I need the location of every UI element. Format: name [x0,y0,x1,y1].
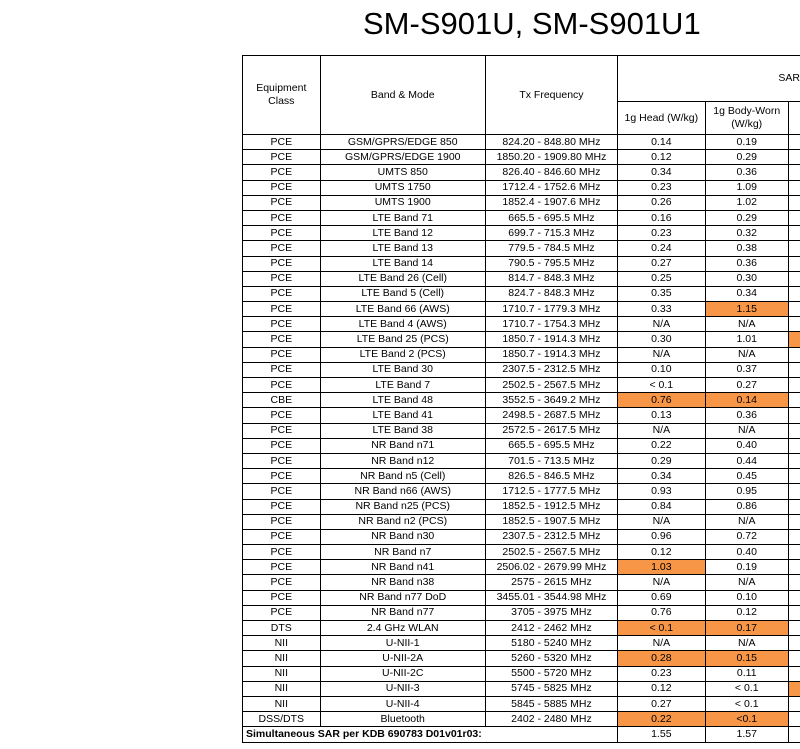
equipment-class-cell: PCE [243,514,321,529]
edge-sar-cell [788,347,800,362]
equipment-class-cell: PCE [243,195,321,210]
tx-frequency-cell: 3455.01 - 3544.98 MHz [485,590,617,605]
head-sar-cell: N/A [618,347,706,362]
edge-sar-cell [788,514,800,529]
table-row [243,575,800,590]
table-row [243,514,800,529]
equipment-class-cell: PCE [243,438,321,453]
edge-sar-cell [788,666,800,681]
equipment-class-cell: PCE [243,302,321,317]
table-body [243,135,800,743]
equipment-class-cell: NII [243,696,321,711]
band-mode-cell: NR Band n77 [320,605,485,620]
header-sar [618,56,800,102]
body-sar-cell: 0.30 [705,271,788,286]
head-sar-cell: 0.69 [618,590,706,605]
equipment-class-cell: PCE [243,135,321,150]
tx-frequency-cell: 5180 - 5240 MHz [485,636,617,651]
body-sar-cell: N/A [705,575,788,590]
table-row [243,378,800,393]
equipment-class-cell: PCE [243,575,321,590]
edge-sar-cell [788,727,800,742]
head-sar-cell: < 0.1 [618,378,706,393]
table-row [243,666,800,681]
tx-frequency-cell: 2506.02 - 2679.99 MHz [485,560,617,575]
body-sar-cell: 0.38 [705,241,788,256]
head-sar-cell: 0.93 [618,484,706,499]
head-sar-cell: 0.24 [618,241,706,256]
equipment-class-cell: PCE [243,226,321,241]
band-mode-cell: NR Band n77 DoD [320,590,485,605]
band-mode-cell: GSM/GPRS/EDGE 1900 [320,150,485,165]
head-sar-cell: 0.27 [618,256,706,271]
tx-frequency-cell: 2412 - 2462 MHz [485,621,617,636]
tx-frequency-cell: 3552.5 - 3649.2 MHz [485,393,617,408]
band-mode-cell: UMTS 1750 [320,180,485,195]
equipment-class-cell: PCE [243,332,321,347]
tx-frequency-cell: 5745 - 5825 MHz [485,681,617,696]
band-mode-cell: U-NII-2C [320,666,485,681]
band-mode-cell: LTE Band 48 [320,393,485,408]
head-sar-cell: 0.22 [618,438,706,453]
table-row [243,135,800,150]
head-sar-cell: 0.34 [618,165,706,180]
tx-frequency-cell: 701.5 - 713.5 MHz [485,453,617,468]
table-row [243,165,800,180]
equipment-class-cell: PCE [243,165,321,180]
table-row [243,256,800,271]
edge-sar-cell [788,590,800,605]
body-sar-cell: 0.32 [705,226,788,241]
table-row [243,605,800,620]
tx-frequency-cell: 1710.7 - 1754.3 MHz [485,317,617,332]
equipment-class-cell: PCE [243,469,321,484]
head-sar-cell: < 0.1 [618,621,706,636]
tx-frequency-cell: 826.40 - 846.60 MHz [485,165,617,180]
edge-sar-cell [788,469,800,484]
equipment-class-cell: PCE [243,256,321,271]
tx-frequency-cell: 665.5 - 695.5 MHz [485,210,617,225]
table-row [243,302,800,317]
table-row [243,712,800,727]
head-sar-cell: 0.35 [618,286,706,301]
edge-sar-cell [788,210,800,225]
simultaneous-head-value: 1.55 [618,727,706,742]
body-sar-cell: <0.1 [705,712,788,727]
head-sar-cell: 0.34 [618,469,706,484]
equipment-class-cell: PCE [243,423,321,438]
equipment-class-cell: PCE [243,590,321,605]
table-row [243,651,800,666]
head-sar-cell: 0.12 [618,545,706,560]
tx-frequency-cell: 826.5 - 846.5 MHz [485,469,617,484]
header-edge [788,102,800,135]
edge-sar-cell [788,165,800,180]
body-sar-cell: N/A [705,636,788,651]
edge-sar-cell [788,621,800,636]
head-sar-cell: 0.29 [618,453,706,468]
band-mode-cell: LTE Band 7 [320,378,485,393]
edge-sar-cell [788,499,800,514]
body-sar-cell: N/A [705,423,788,438]
tx-frequency-cell: 1712.4 - 1752.6 MHz [485,180,617,195]
head-sar-cell: 0.84 [618,499,706,514]
band-mode-cell: NR Band n41 [320,560,485,575]
edge-sar-cell [788,545,800,560]
equipment-class-cell: PCE [243,241,321,256]
tx-frequency-cell: 1850.20 - 1909.80 MHz [485,150,617,165]
edge-sar-cell [788,605,800,620]
edge-sar-cell [788,241,800,256]
table-row [243,499,800,514]
head-sar-cell: 0.33 [618,302,706,317]
edge-sar-cell [788,180,800,195]
body-sar-cell: 0.19 [705,560,788,575]
edge-sar-cell [788,378,800,393]
edge-sar-cell [788,408,800,423]
table-row [243,195,800,210]
header-equipment-class: Equipment Class [243,56,321,135]
band-mode-cell: GSM/GPRS/EDGE 850 [320,135,485,150]
band-mode-cell: U-NII-2A [320,651,485,666]
equipment-class-cell: PCE [243,210,321,225]
tx-frequency-cell: 2502.5 - 2567.5 MHz [485,545,617,560]
tx-frequency-cell: 779.5 - 784.5 MHz [485,241,617,256]
tx-frequency-cell: 5845 - 5885 MHz [485,696,617,711]
band-mode-cell: U-NII-1 [320,636,485,651]
band-mode-cell: LTE Band 30 [320,362,485,377]
edge-sar-cell [788,393,800,408]
head-sar-cell: 0.23 [618,666,706,681]
tx-frequency-cell: 5260 - 5320 MHz [485,651,617,666]
equipment-class-cell: PCE [243,271,321,286]
header-tx-frequency: Tx Frequency [485,56,617,135]
band-mode-cell: NR Band n71 [320,438,485,453]
table-row [243,241,800,256]
equipment-class-cell: NII [243,651,321,666]
head-sar-cell: 0.26 [618,195,706,210]
table-row [243,560,800,575]
simultaneous-sar-row [243,727,800,742]
table-row [243,453,800,468]
band-mode-cell: UMTS 1900 [320,195,485,210]
edge-sar-cell [788,636,800,651]
equipment-class-cell: PCE [243,529,321,544]
table-row [243,180,800,195]
band-mode-cell: NR Band n7 [320,545,485,560]
body-sar-cell: 1.09 [705,180,788,195]
table-row [243,696,800,711]
table-row [243,408,800,423]
band-mode-cell: NR Band n38 [320,575,485,590]
body-sar-cell: 0.37 [705,362,788,377]
band-mode-cell: LTE Band 38 [320,423,485,438]
equipment-class-cell: NII [243,681,321,696]
body-sar-cell: 0.40 [705,438,788,453]
edge-sar-cell [788,453,800,468]
table-row [243,362,800,377]
tx-frequency-cell: 1710.7 - 1779.3 MHz [485,302,617,317]
equipment-class-cell: PCE [243,545,321,560]
equipment-class-cell: PCE [243,499,321,514]
head-sar-cell: 0.30 [618,332,706,347]
body-sar-cell: N/A [705,514,788,529]
equipment-class-cell: DTS [243,621,321,636]
tx-frequency-cell: 665.5 - 695.5 MHz [485,438,617,453]
tx-frequency-cell: 824.20 - 848.80 MHz [485,135,617,150]
band-mode-cell: LTE Band 71 [320,210,485,225]
head-sar-cell: 0.27 [618,696,706,711]
body-sar-cell: 0.95 [705,484,788,499]
equipment-class-cell: PCE [243,378,321,393]
equipment-class-cell: PCE [243,150,321,165]
body-sar-cell: 0.72 [705,529,788,544]
tx-frequency-cell: 2402 - 2480 MHz [485,712,617,727]
tx-frequency-cell: 1850.7 - 1914.3 MHz [485,332,617,347]
band-mode-cell: LTE Band 5 (Cell) [320,286,485,301]
edge-sar-cell [788,256,800,271]
band-mode-cell: NR Band n2 (PCS) [320,514,485,529]
body-sar-cell: 0.44 [705,453,788,468]
head-sar-cell: 0.96 [618,529,706,544]
band-mode-cell: LTE Band 13 [320,241,485,256]
table-row [243,438,800,453]
head-sar-cell: 0.10 [618,362,706,377]
body-sar-cell: 0.17 [705,621,788,636]
body-sar-cell: 0.15 [705,651,788,666]
body-sar-cell: < 0.1 [705,681,788,696]
body-sar-cell: 0.36 [705,408,788,423]
edge-sar-cell [788,271,800,286]
tx-frequency-cell: 699.7 - 715.3 MHz [485,226,617,241]
edge-sar-cell [788,560,800,575]
equipment-class-cell: PCE [243,347,321,362]
simultaneous-sar-label: Simultaneous SAR per KDB 690783 D01v01r03: [243,727,618,742]
edge-sar-cell [788,135,800,150]
table-row [243,529,800,544]
equipment-class-cell: DSS/DTS [243,712,321,727]
head-sar-cell: N/A [618,514,706,529]
head-sar-cell: 0.12 [618,150,706,165]
head-sar-cell: 0.16 [618,210,706,225]
band-mode-cell: LTE Band 26 (Cell) [320,271,485,286]
table-row [243,150,800,165]
band-mode-cell: NR Band n25 (PCS) [320,499,485,514]
equipment-class-cell: PCE [243,560,321,575]
simultaneous-body-value: 1.57 [705,727,788,742]
equipment-class-cell: PCE [243,453,321,468]
edge-sar-cell [788,423,800,438]
header-sar-label: SAR [778,72,800,84]
header-head: 1g Head (W/kg) [618,102,706,135]
head-sar-cell: N/A [618,317,706,332]
tx-frequency-cell: 3705 - 3975 MHz [485,605,617,620]
head-sar-cell: 0.25 [618,271,706,286]
edge-sar-cell [788,484,800,499]
band-mode-cell: NR Band n66 (AWS) [320,484,485,499]
table-row [243,590,800,605]
table-row [243,332,800,347]
table-row [243,347,800,362]
edge-sar-cell [788,286,800,301]
body-sar-cell: 0.27 [705,378,788,393]
tx-frequency-cell: 814.7 - 848.3 MHz [485,271,617,286]
body-sar-cell: 1.01 [705,332,788,347]
table-row [243,545,800,560]
head-sar-cell: 0.76 [618,393,706,408]
band-mode-cell: U-NII-3 [320,681,485,696]
head-sar-cell: 1.03 [618,560,706,575]
body-sar-cell: 0.45 [705,469,788,484]
body-sar-cell: 0.86 [705,499,788,514]
band-mode-cell: Bluetooth [320,712,485,727]
head-sar-cell: N/A [618,575,706,590]
table-row [243,210,800,225]
edge-sar-cell [788,317,800,332]
table-row [243,317,800,332]
edge-sar-cell [788,438,800,453]
tx-frequency-cell: 1852.5 - 1912.5 MHz [485,499,617,514]
sar-table [242,55,800,743]
table-row [243,393,800,408]
table-row [243,621,800,636]
head-sar-cell: 0.22 [618,712,706,727]
band-mode-cell: LTE Band 41 [320,408,485,423]
equipment-class-cell: PCE [243,317,321,332]
band-mode-cell: UMTS 850 [320,165,485,180]
table-row [243,636,800,651]
tx-frequency-cell: 2307.5 - 2312.5 MHz [485,362,617,377]
tx-frequency-cell: 5500 - 5720 MHz [485,666,617,681]
page-title: SM-S901U, SM-S901U1 [363,6,701,41]
body-sar-cell: < 0.1 [705,696,788,711]
body-sar-cell: 0.36 [705,256,788,271]
equipment-class-cell: PCE [243,408,321,423]
body-sar-cell: 0.29 [705,150,788,165]
equipment-class-cell: PCE [243,362,321,377]
equipment-class-cell: NII [243,666,321,681]
body-sar-cell: 0.11 [705,666,788,681]
tx-frequency-cell: 2502.5 - 2567.5 MHz [485,378,617,393]
band-mode-cell: NR Band n30 [320,529,485,544]
edge-sar-cell [788,362,800,377]
body-sar-cell: 0.19 [705,135,788,150]
body-sar-cell: 1.15 [705,302,788,317]
edge-sar-cell [788,529,800,544]
table-row [243,286,800,301]
band-mode-cell: LTE Band 25 (PCS) [320,332,485,347]
edge-sar-cell [788,332,800,347]
tx-frequency-cell: 2498.5 - 2687.5 MHz [485,408,617,423]
body-sar-cell: 1.02 [705,195,788,210]
equipment-class-cell: CBE [243,393,321,408]
equipment-class-cell: PCE [243,180,321,195]
tx-frequency-cell: 2307.5 - 2312.5 MHz [485,529,617,544]
band-mode-cell: LTE Band 66 (AWS) [320,302,485,317]
body-sar-cell: 0.40 [705,545,788,560]
edge-sar-cell [788,575,800,590]
band-mode-cell: LTE Band 12 [320,226,485,241]
equipment-class-cell: PCE [243,286,321,301]
head-sar-cell: 0.23 [618,226,706,241]
edge-sar-cell [788,302,800,317]
table-row [243,484,800,499]
equipment-class-cell: PCE [243,605,321,620]
head-sar-cell: N/A [618,423,706,438]
table-row [243,423,800,438]
body-sar-cell: N/A [705,317,788,332]
table-row [243,469,800,484]
tx-frequency-cell: 790.5 - 795.5 MHz [485,256,617,271]
head-sar-cell: 0.13 [618,408,706,423]
band-mode-cell: 2.4 GHz WLAN [320,621,485,636]
band-mode-cell: LTE Band 2 (PCS) [320,347,485,362]
tx-frequency-cell: 1852.5 - 1907.5 MHz [485,514,617,529]
equipment-class-cell: NII [243,636,321,651]
band-mode-cell: U-NII-4 [320,696,485,711]
edge-sar-cell [788,150,800,165]
edge-sar-cell [788,195,800,210]
tx-frequency-cell: 2572.5 - 2617.5 MHz [485,423,617,438]
body-sar-cell: 0.12 [705,605,788,620]
band-mode-cell: NR Band n12 [320,453,485,468]
edge-sar-cell [788,712,800,727]
edge-sar-cell [788,681,800,696]
head-sar-cell: 0.23 [618,180,706,195]
head-sar-cell: N/A [618,636,706,651]
body-sar-cell: N/A [705,347,788,362]
body-sar-cell: 0.36 [705,165,788,180]
header-band-mode: Band & Mode [320,56,485,135]
edge-sar-cell [788,226,800,241]
band-mode-cell: LTE Band 4 (AWS) [320,317,485,332]
band-mode-cell: NR Band n5 (Cell) [320,469,485,484]
body-sar-cell: 0.29 [705,210,788,225]
head-sar-cell: 0.12 [618,681,706,696]
body-sar-cell: 0.14 [705,393,788,408]
tx-frequency-cell: 1712.5 - 1777.5 MHz [485,484,617,499]
header-body: 1g Body-Worn (W/kg) [705,102,788,135]
edge-sar-cell [788,696,800,711]
table-row [243,271,800,286]
tx-frequency-cell: 1850.7 - 1914.3 MHz [485,347,617,362]
table-row [243,226,800,241]
head-sar-cell: 0.28 [618,651,706,666]
body-sar-cell: 0.10 [705,590,788,605]
edge-sar-cell [788,651,800,666]
table-row [243,681,800,696]
tx-frequency-cell: 2575 - 2615 MHz [485,575,617,590]
head-sar-cell: 0.14 [618,135,706,150]
tx-frequency-cell: 824.7 - 848.3 MHz [485,286,617,301]
tx-frequency-cell: 1852.4 - 1907.6 MHz [485,195,617,210]
body-sar-cell: 0.34 [705,286,788,301]
equipment-class-cell: PCE [243,484,321,499]
head-sar-cell: 0.76 [618,605,706,620]
band-mode-cell: LTE Band 14 [320,256,485,271]
